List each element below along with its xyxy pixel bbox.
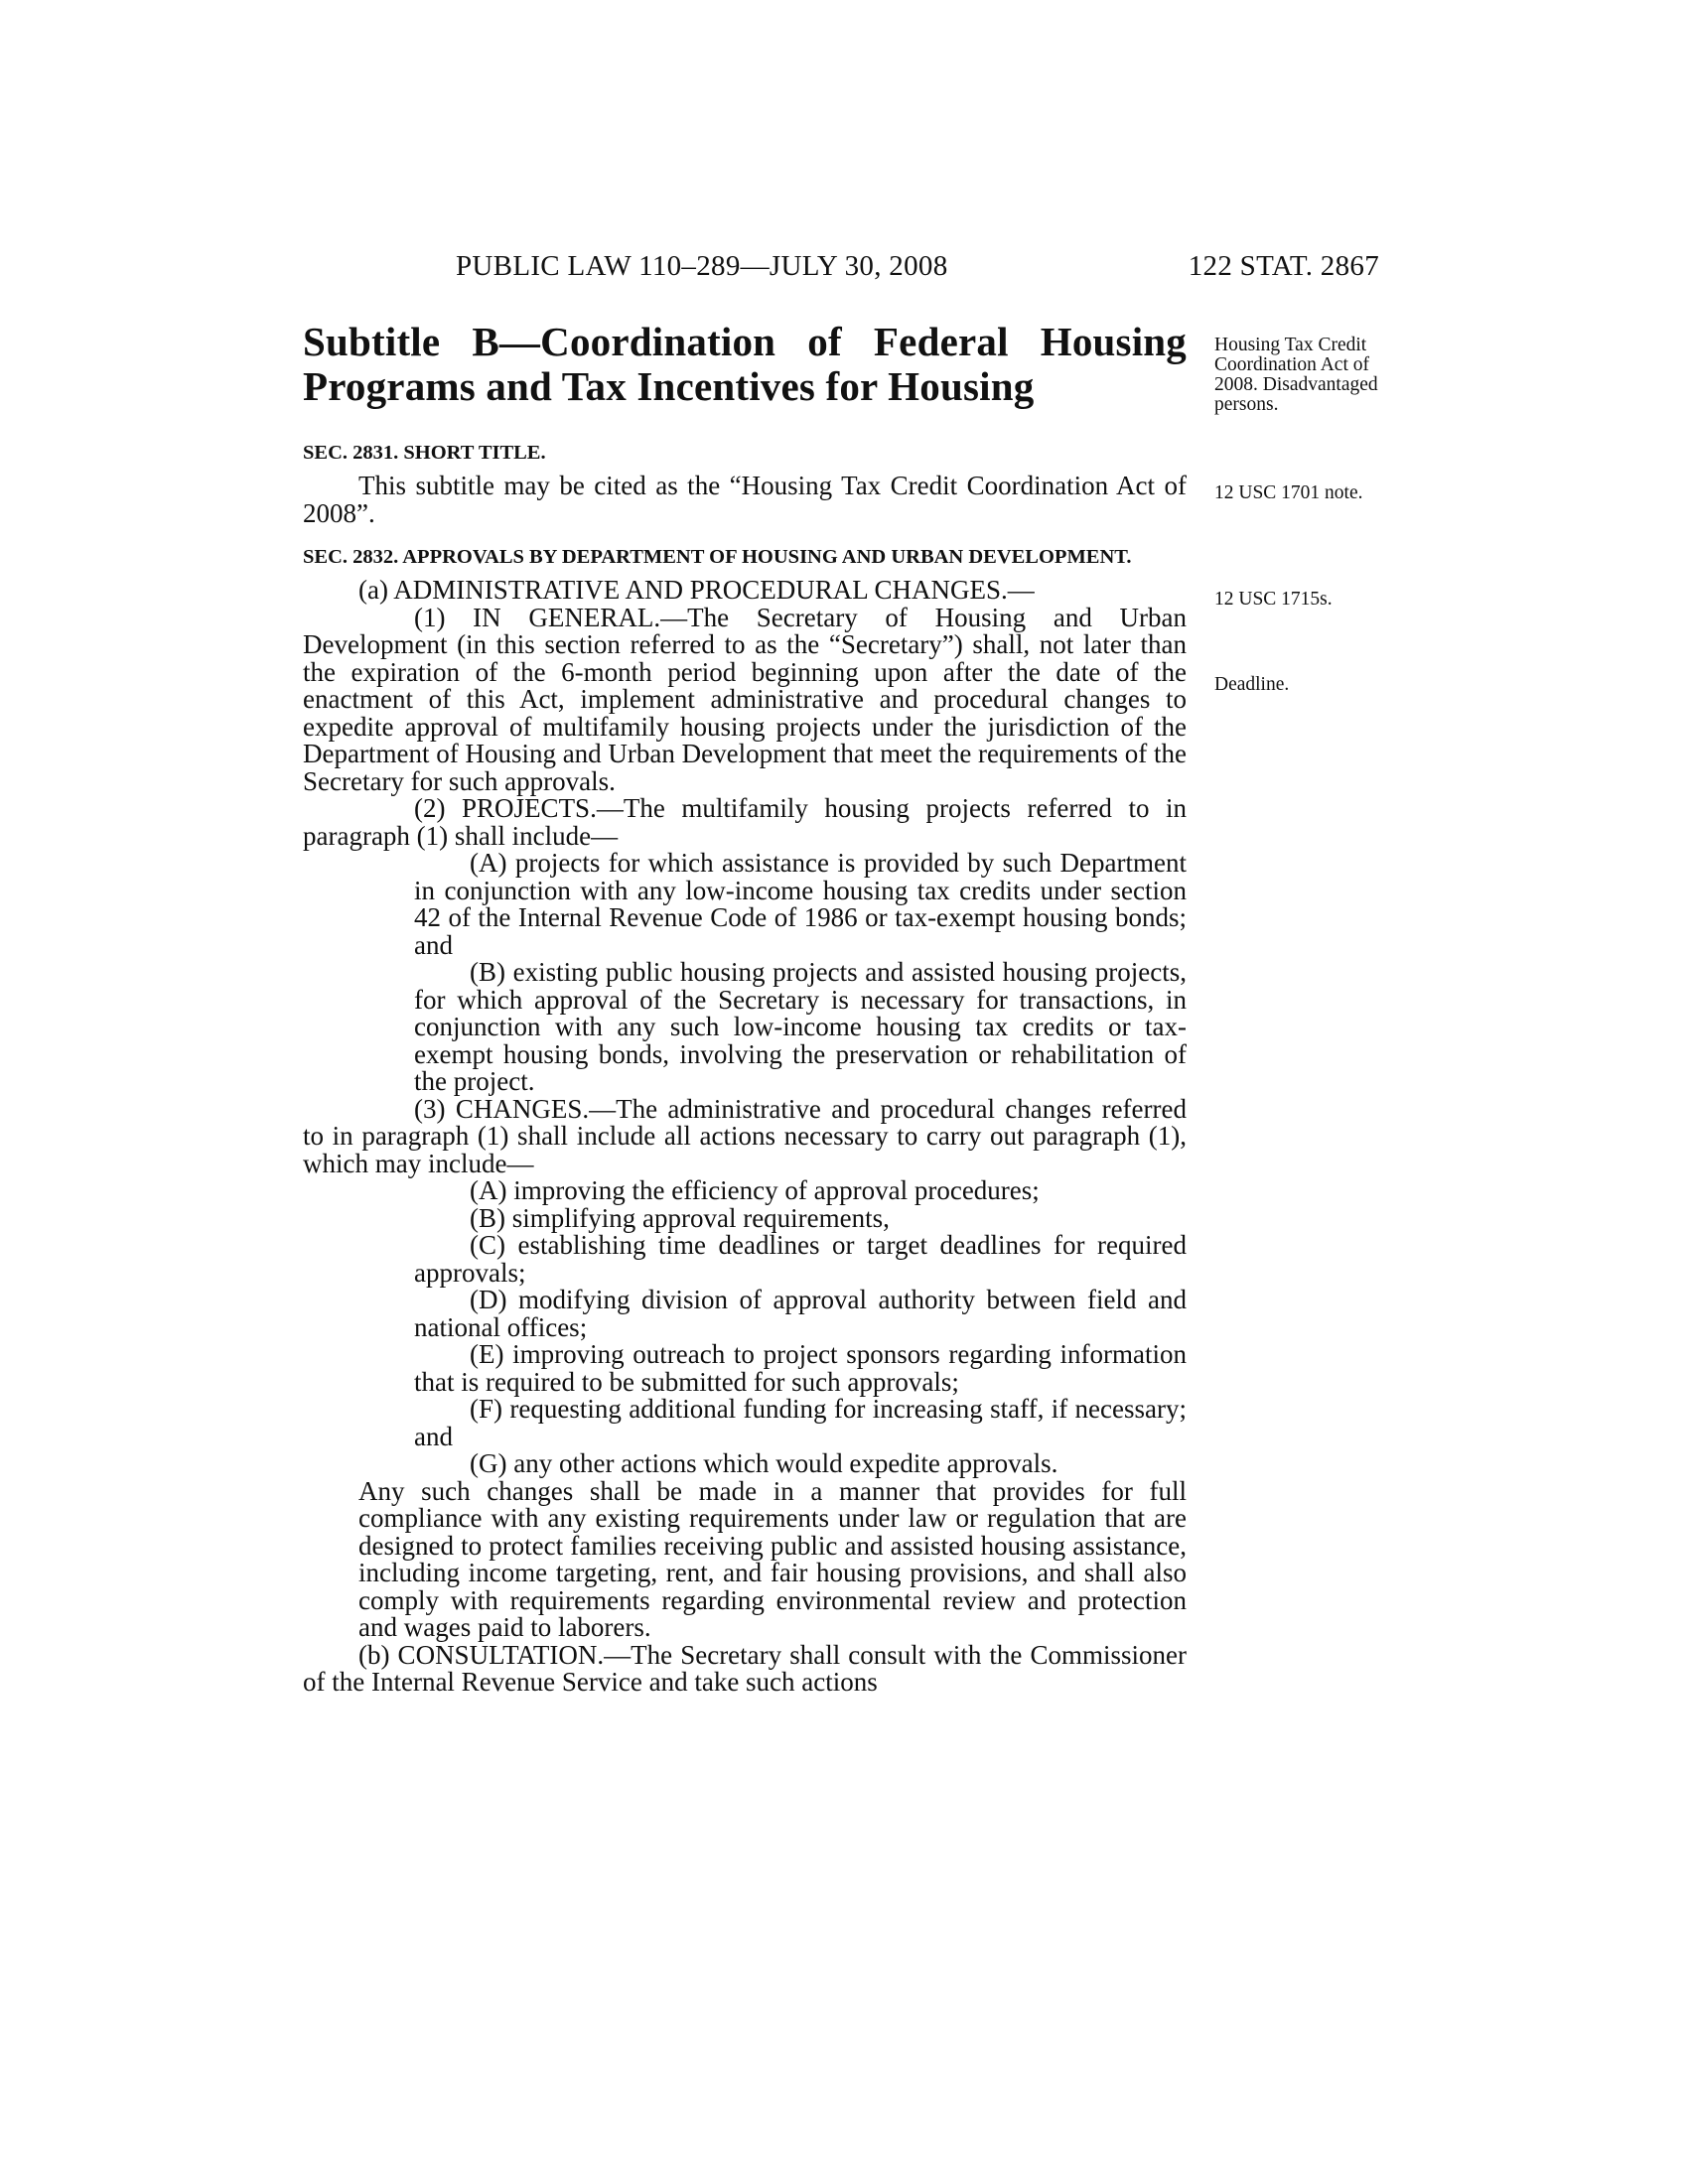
subparagraph-a2A: (A) projects for which assistance is provided by such Department in conjunction with any low-income housing tax credits under section 42 of the Internal Revenue Code of 1986 or tax-exempt housing bonds; and	[414, 848, 1187, 960]
subparagraph-a3F: (F) requesting additional funding for increasing staff, if necessary; and	[414, 1394, 1187, 1451]
subparagraph-a2B: (B) existing public housing projects and assisted housing projects, for which approval of the Secretary is necessary for transactions, in conjunction with any such low-income housing tax credits or tax-exempt housing bonds, involving the preservation or rehabilitation of the project.	[414, 957, 1187, 1096]
sec-2831-text: This subtitle may be cited as the “Housing Tax Credit Coordination Act of 2008”.	[303, 471, 1187, 528]
subsection-a-closing-text: Any such changes shall be made in a manner that provides for full compliance with any existing requirements under law or regulation that are designed to protect families receiving public and assisted housing assistance, including income targeting, rent, and fair housing provisions, and shall also comply with requirements regarding environmental review and protection and wages paid to laborers.	[358, 1475, 1187, 1642]
paragraph-a1: (1) IN GENERAL.—The Secretary of Housing and Urban Development (in this section referred to as the “Secretary”) shall, not later than the expiration of the 6-month period beginning upon after the date of the enactment of this Act, implement administrative and procedural changes to expedite approval of multifamily housing projects under the jurisdiction of the Department of Housing and Urban Development that meet the requirements of the Secretary for such approvals.	[303, 602, 1187, 796]
margin-notes	[1214, 0, 1383, 2184]
margin-note-act-title: Housing Tax Credit Coordination Act of 2008. Disadvantaged persons.	[1214, 335, 1378, 415]
subparagraph-a3B: (B) simplifying approval requirements,	[470, 1202, 890, 1233]
subtitle-heading: Subtitle B—Coordination of Federal Housing Programs and Tax Incentives for Housing	[303, 319, 1187, 409]
sec-2831-heading: SEC. 2831. SHORT TITLE.	[303, 442, 546, 464]
running-head-title: PUBLIC LAW 110–289—JULY 30, 2008	[456, 250, 948, 282]
subparagraph-a3G: (G) any other actions which would expedite approvals.	[470, 1448, 1058, 1478]
statute-page-number: 122 STAT. 2867	[1188, 250, 1379, 282]
margin-note-deadline: Deadline.	[1214, 674, 1290, 695]
sec-2832-heading: SEC. 2832. APPROVALS BY DEPARTMENT OF HOUSING AND URBAN DEVELOPMENT.	[303, 546, 1132, 568]
subparagraph-a3D: (D) modifying division of approval authority between field and national offices;	[414, 1285, 1187, 1342]
margin-note-usc-1715s: 12 USC 1715s.	[1214, 589, 1333, 610]
subparagraph-a3E: (E) improving outreach to project sponsors regarding information that is required to be submitted for such approvals;	[414, 1339, 1187, 1397]
main-text-column	[303, 320, 1187, 1697]
paragraph-a2: (2) PROJECTS.—The multifamily housing projects referred to in paragraph (1) shall include—	[303, 793, 1187, 851]
margin-note-usc-1701: 12 USC 1701 note.	[1214, 482, 1363, 503]
subparagraph-a3A: (A) improving the efficiency of approval procedures;	[470, 1175, 1040, 1205]
subsection-a-heading: (a) ADMINISTRATIVE AND PROCEDURAL CHANGES.—	[358, 575, 1035, 605]
subsection-b-text: (b) CONSULTATION.—The Secretary shall consult with the Commissioner of the Internal Revenue Service and take such actions	[303, 1639, 1187, 1697]
paragraph-a3: (3) CHANGES.—The administrative and procedural changes referred to in paragraph (1) shall include all actions necessary to carry out paragraph (1), which may include—	[303, 1093, 1187, 1178]
subparagraph-a3C: (C) establishing time deadlines or target deadlines for required approvals;	[414, 1230, 1187, 1288]
